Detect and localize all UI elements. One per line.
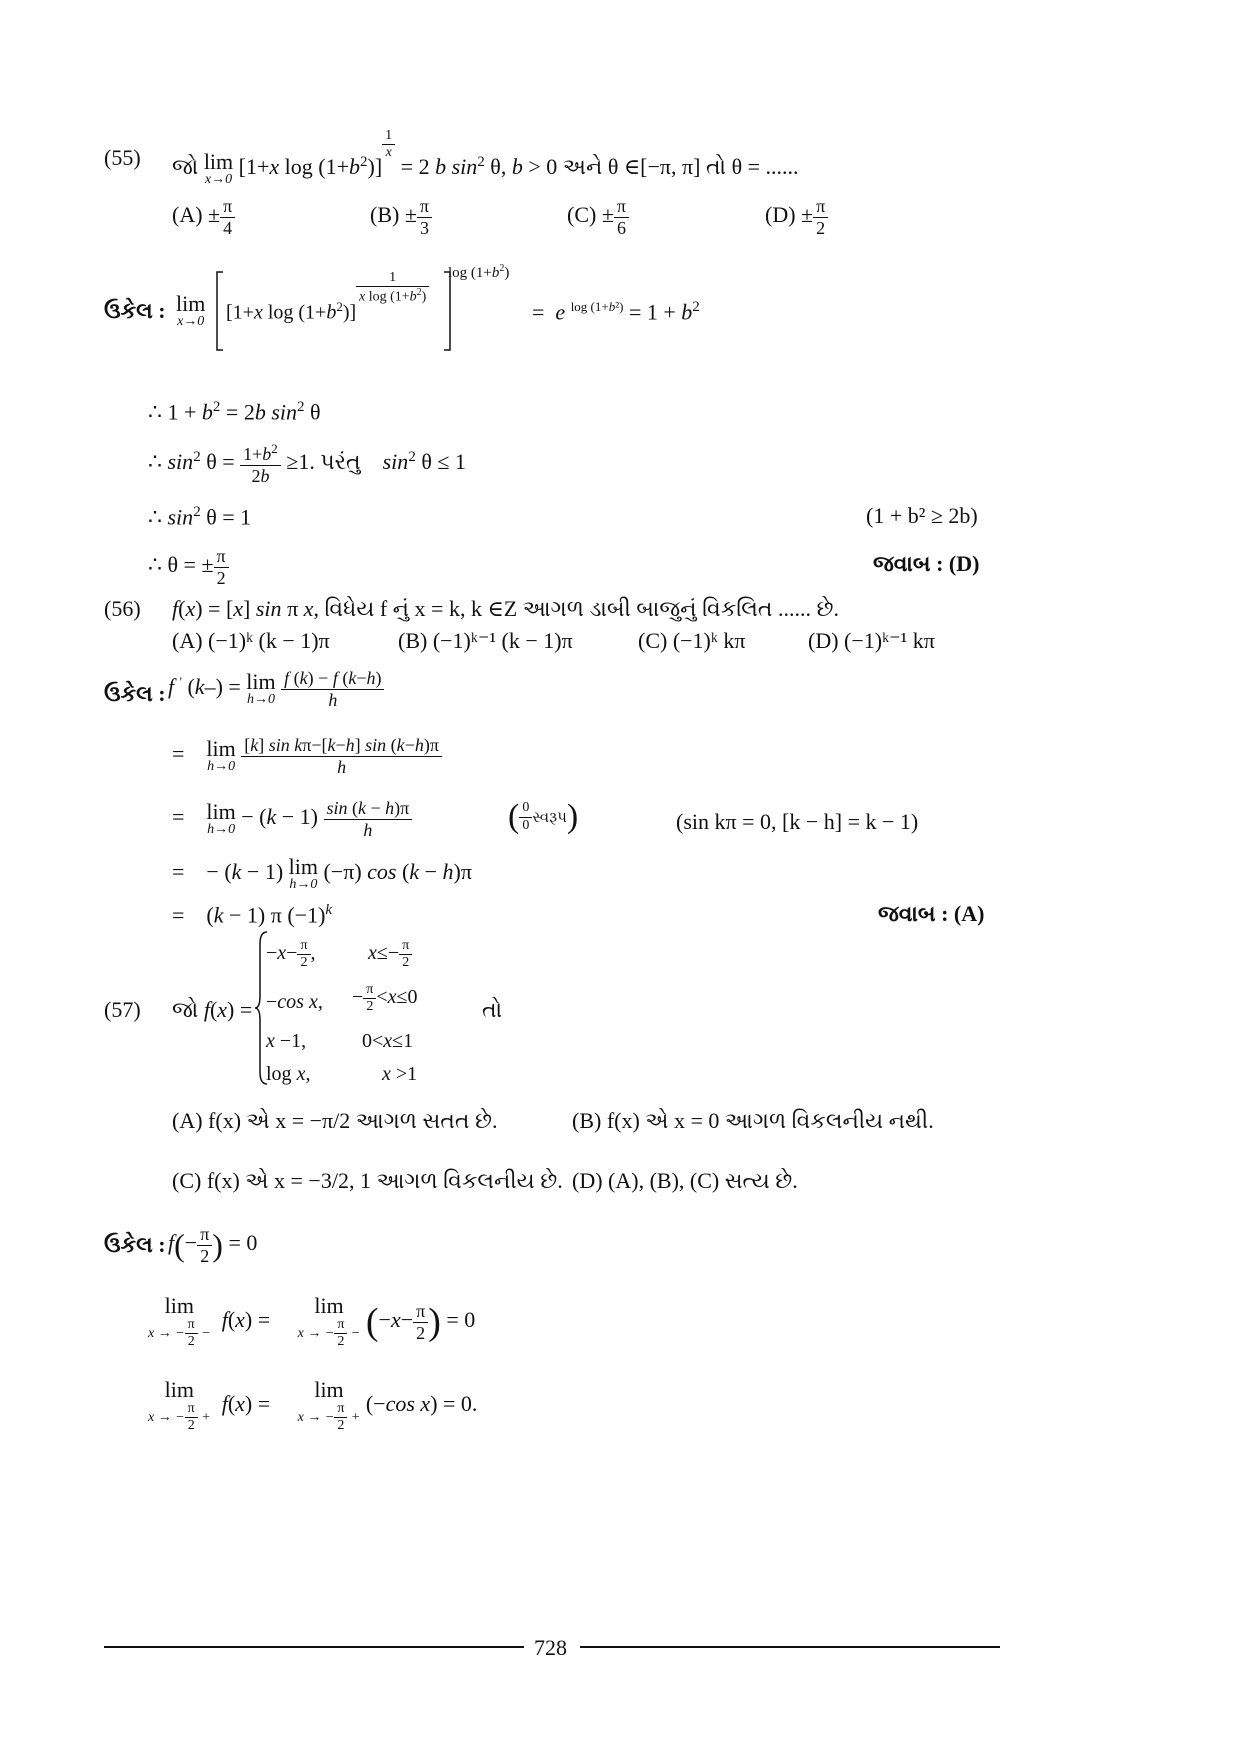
q55-outer-exponent: $\log (1+b^2)$	[448, 263, 510, 281]
q55-step-1: ∴ $1 + b^2 = 2b$ $\sin^2 \theta$	[148, 399, 321, 425]
q57-if: જો f(x) =	[172, 997, 253, 1022]
q56-stem: f(x) = [x] sin π x, વિધેય f નું x = k, k ∈Z આગળ ડાબી બાજુનું વિકલિત ...... છે.	[172, 596, 839, 621]
q56-sol-line-5: = (k − 1) π $(-1)^k$	[172, 902, 333, 928]
q55-solution-limit: lim x→0	[176, 291, 206, 330]
q57-cond-3: 0<x≤1	[362, 1030, 414, 1052]
q55-then: તો	[705, 154, 727, 180]
q56-sol-line-4: = − (k − 1) lim h→0 (−π) cos (k − h)π	[172, 854, 472, 893]
q56-answer: જવાબ : (A)	[878, 901, 985, 926]
q55-stem: જો lim x→0 [1+x $\log (1+b^2)$] $^{\frac{1}{x}}$ = 2 b $\sin^2 \theta$, b > 0 અને θ ∈[−π, π] તો θ = ......	[172, 128, 799, 188]
q57-cond-1: x≤− $\frac{\pi}{2}$	[368, 938, 412, 971]
q55-step-3: ∴ $\sin^2 \theta = 1$	[148, 504, 252, 530]
q57-number: (57)	[104, 997, 141, 1022]
q57-cond-4: x >1	[382, 1063, 418, 1085]
page-number: 728	[534, 1635, 567, 1660]
q55-limit-result: = e $^{log (1+b^2)} = 1 + b^2$	[532, 299, 700, 325]
q55-solution-label: ઉકેલ :	[104, 298, 166, 323]
q56-option-d: (D) (−1)ᵏ⁻¹ kπ	[808, 628, 935, 653]
q57-right-limit: lim x → − $\frac{\pi}{2}$ + f(x) = lim x → − $\frac{\pi}{2}$ + (−cos x) = 0.	[148, 1377, 478, 1434]
q57-option-b: (B) f(x) એ x = 0 આગળ વિકલનીય નથી.	[572, 1108, 934, 1133]
q56-zero-over-zero-form: ( $\frac{0}{0}$ સ્વરૂપ)	[508, 798, 579, 835]
q57-then: તો	[482, 997, 503, 1022]
q56-option-c: (C) (−1)ᵏ kπ	[638, 628, 746, 653]
q57-option-a: (A) f(x) એ x = −π/2 આગળ સતત છે.	[172, 1108, 498, 1133]
q55-if: જો	[172, 154, 199, 180]
q57-case-3: x −1,	[266, 1030, 307, 1052]
q56-option-a: (A) (−1)ᵏ (k − 1)π	[172, 628, 330, 653]
q57-left-limit: lim x → − $\frac{\pi}{2}$ − f(x) = lim x → − $\frac{\pi}{2}$ − (−x− $\frac{\pi}{2}$ ) = 0	[148, 1293, 476, 1350]
q55-step-2: ∴ $\sin^2 \theta$ = $\frac{1+b^2}{2b}$ ≥1. પરંતુ $\sin^2 \theta \le 1$	[148, 441, 466, 486]
q55-and: અને	[562, 154, 603, 180]
q55-bracket-exponent: $\frac{1}{x \log (1+b^2)}$	[356, 270, 429, 306]
q56-sol-line-2: = lim h→0 $\frac{\text{[k] sin kπ−[k−h] sin (k−h)π}}{h}$	[172, 735, 442, 777]
q57-case-4: log x,	[266, 1063, 311, 1085]
q56-sol-line-3: = lim h→0 − (k − 1) $\frac{\sin (k - h)\pi}{h}$	[172, 798, 412, 840]
footer-rule-right	[580, 1646, 1000, 1648]
q57-option-c: (C) f(x) એ x = −3/2, 1 આગળ વિકલનીય છે.	[172, 1168, 563, 1193]
q56-option-b: (B) (−1)ᵏ⁻¹ (k − 1)π	[398, 628, 573, 653]
q57-case-2: −cos x,	[266, 991, 323, 1013]
q55-but: પરંતુ	[320, 449, 361, 475]
footer-rule-left	[104, 1646, 524, 1648]
q55-option-a: (A) ± $\frac{\pi}{4}$	[172, 196, 235, 238]
q55-number: (55)	[104, 145, 141, 170]
q57-solution-label: ઉકેલ :	[104, 1232, 166, 1257]
q57-sol-line-1: f(− $\frac{\pi}{2}$ ) = 0	[168, 1224, 258, 1266]
q55-tail: θ = ......	[731, 154, 799, 180]
q56-stem-text: વિધેય f નું x = k, k ∈Z આગળ ડાબી બાજુનું વિકલિત ...... છે.	[324, 596, 839, 621]
q55-option-d: (D) ± $\frac{\pi}{2}$	[765, 196, 828, 238]
q55-bracket-inner: [1+x $\log (1+b^2)$]	[226, 299, 357, 324]
q55-answer: જવાબ : (D)	[873, 551, 980, 576]
q56-remark: (sin kπ = 0, [k − h] = k − 1)	[676, 809, 919, 834]
q55-remark: (1 + b² ≥ 2b)	[866, 503, 978, 528]
q56-number: (56)	[104, 596, 141, 621]
q55-step-4: ∴ θ = ± $\frac{\pi}{2}$	[148, 546, 229, 588]
q56-solution-label: ઉકેલ :	[104, 681, 166, 706]
q55-option-b: (B) ± $\frac{\pi}{3}$	[370, 196, 432, 238]
q57-case-1: −x− $\frac{\pi}{2}$ ,	[266, 938, 316, 971]
q57-cond-2: − $\frac{\pi}{2}$ <x≤0	[352, 982, 418, 1015]
q55-option-c: (C) ± $\frac{\pi}{6}$	[567, 196, 629, 238]
q56-sol-line-1: f ' (k–) = lim h→0 $\frac{f (k) - f (k-h)}{h}$	[168, 668, 384, 710]
q57-option-d: (D) (A), (B), (C) સત્ય છે.	[572, 1168, 798, 1193]
